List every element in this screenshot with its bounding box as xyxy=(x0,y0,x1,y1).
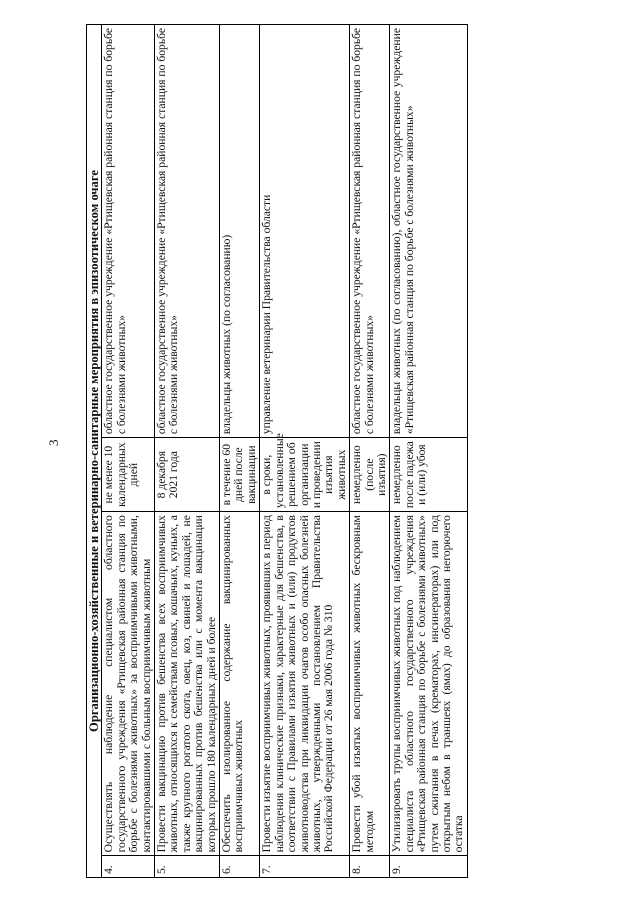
table-row xyxy=(220,25,260,878)
term-text: немедленно (после изъятия) xyxy=(350,438,390,512)
table-row xyxy=(102,25,155,878)
measure-text: Провести убой изъятых восприимчивых животных бескровным методом xyxy=(350,512,390,856)
table-row xyxy=(260,25,350,878)
table-row xyxy=(155,25,220,878)
term-text: не менее 10 календарных дней xyxy=(102,438,155,512)
table-row xyxy=(390,25,467,878)
executor-text: владельцы животных (по согласованию) xyxy=(220,25,260,438)
term-text: немедленно после падежа и (или) убоя xyxy=(390,438,467,512)
measure-text: Утилизировать трупы восприимчивых животных под наблюдением специалиста областного государственного учреждения «Ртищевская районная станция по борьбе с болезнями животных» путем сжигания в печах (крематорах, инсинераторах) или под открытым небом в траншеях (ямах) до образования негорючего остатка xyxy=(390,512,467,856)
executor-text: управление ветеринарии Правительства области xyxy=(260,25,350,438)
row-number: 4. xyxy=(102,856,155,878)
executor-text: владельцы животных (по согласованию), областное государственное учреждение «Ртищевская районная станция по борьбе с болезнями животных» xyxy=(390,25,467,438)
term-text: в течение 60 дней после вакцинации xyxy=(220,438,260,512)
page-number: 3 xyxy=(46,439,61,446)
measures-table xyxy=(86,24,468,878)
row-number: 8. xyxy=(350,856,390,878)
executor-text: областное государственное учреждение «Ртищевская районная станция по борьбе с болезнями животных» xyxy=(155,25,220,438)
executor-text: областное государственное учреждение «Ртищевская районная станция по борьбе с болезнями животных» xyxy=(102,25,155,438)
section-header-row xyxy=(87,25,102,878)
row-number: 9. xyxy=(390,856,467,878)
term-text: 8 декабря 2021 года xyxy=(155,438,220,512)
row-number: 6. xyxy=(220,856,260,878)
row-number: 7. xyxy=(260,856,350,878)
section-title: Организационно-хозяйственные и ветеринарно-санитарные мероприятия в эпизоотическом очаге xyxy=(87,25,102,878)
term-text: в сроки, установленные решением об организации и проведении изъятия животных xyxy=(260,438,350,512)
measure-text: Провести вакцинацию против бешенства всех восприимчивых животных, относящихся к семействам псовых, кошачьих, куньих, а также крупного рогатого скота, овец, коз, свиней и лошадей, не вакцинированных против бешенства или с момента вакцинации которых прошло 180 календарных дней и более xyxy=(155,512,220,856)
measure-text: Обеспечить изолированное содержание вакцинированных восприимчивых животных xyxy=(220,512,260,856)
measure-text: Осуществлять наблюдение специалистом областного государственного учреждения «Ртищевская районная станция по борьбе с болезнями животных» за восприимчивыми животными, контактировавшими с больным восприимчивым животным xyxy=(102,512,155,856)
row-number: 5. xyxy=(155,856,220,878)
table-row xyxy=(350,25,390,878)
measure-text: Провести изъятие восприимчивых животных, проявивших в период наблюдения клинические признаки, характерные для бешенства, в соответствии с Правилами изъятия животных и (или) продуктов животноводства при ликвидации очагов особо опасных болезней животных, утвержденными постановлением Правительства Российской Федерации от 26 мая 2006 года № 310 xyxy=(260,512,350,856)
executor-text: областное государственное учреждение «Ртищевская районная станция по борьбе с болезнями животных» xyxy=(350,25,390,438)
rotated-table-wrapper xyxy=(86,24,592,878)
